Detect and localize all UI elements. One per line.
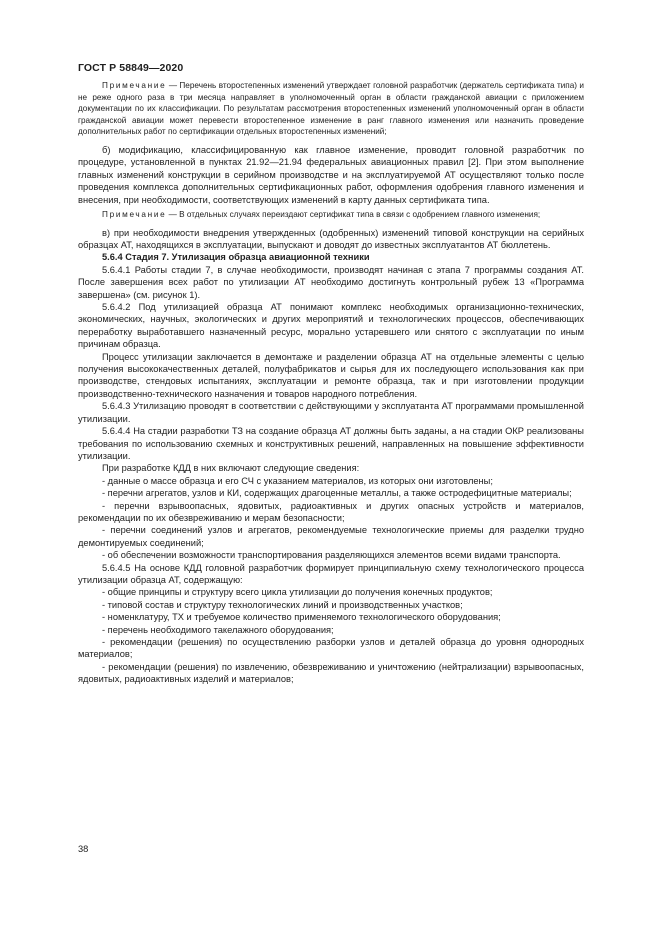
list-item: - общие принципы и структуру всего цикла утилизации до получения конечных продуктов; [102, 587, 493, 598]
page-number: 38 [78, 844, 89, 854]
list-item: - номенклатуру, ТХ и требуемое количество применяемого технологического оборудования; [102, 612, 501, 623]
paragraph-5-6-4-5: 5.6.4.5 На основе КДД головной разработчик формирует принципиальную схему технологического процесса утилизации образца АТ, содержащую: [78, 562, 584, 585]
list-item: - об обеспечении возможности транспортирования разделяющихся элементов всеми видами транспорта. [102, 550, 561, 561]
paragraph-process: Процесс утилизации заключается в демонтаже и разделении образца АТ на отдельные элементы с целью получения высококачественных деталей, полуфабрикатов и сырья для их последующего использования как при производстве, стендовых испытаниях, эксплуатации и ремонте образца, так и при изготовлении продукции производственно-технического назначения и товаров народного потребления. [78, 351, 584, 399]
list-item: - перечни взрывоопасных, ядовитых, радиоактивных и других опасных устройств и материалов, рекомендации по их обезвреживанию и мерам безопасности; [78, 500, 584, 523]
document-code: ГОСТ Р 58849—2020 [78, 62, 184, 74]
paragraph-5-6-4-1: 5.6.4.1 Работы стадии 7, в случае необходимости, производят начиная с этапа 7 программы создания АТ. После завершения всех работ по утилизации АТ необходимо достигнуть контрольный рубеж 13 «Программа завершена» (см. рисунок 1). [78, 264, 584, 300]
note-label: Примечание [102, 210, 167, 219]
paragraph-5-6-4-4: 5.6.4.4 На стадии разработки ТЗ на создание образца АТ должны быть заданы, а на стадии ОКР реализованы требования по использованию схемных и конструктивных решений, направленных на повышение эффективности утилизации. [78, 426, 584, 461]
list-item: - рекомендации (решения) по извлечению, обезвреживанию и уничтожению (нейтрализации) взрывоопасных, ядовитых, радиоактивных изделий и материалов; [78, 661, 584, 685]
list-item: - рекомендации (решения) по осуществлению разборки узлов и деталей образца до уровня однородных материалов; [78, 637, 584, 660]
paragraph-5-6-4-3: 5.6.4.3 Утилизацию проводят в соответствии с действующими у эксплуатанта АТ программами промышленной утилизации. [78, 401, 584, 424]
section-heading-5-6-4: 5.6.4 Стадия 7. Утилизация образца авиационной техники [102, 252, 370, 263]
page-content [78, 80, 584, 686]
note-text: — Перечень второстепенных изменений утверждает головной разработчик (держатель сертификата типа) и не реже одного раза в три месяца направляет в уполномоченный орган в области гражданской авиации с приложением документации по их классификации. По результатам рассмотрения второстепенных изменений уполномоченный орган в области гражданской авиации может перевести второстепенное изменение в ранг главного изменения или назначить проведение дополнительных работ по сертификации отдельных второстепенных изменений; [78, 81, 584, 137]
list-item: - перечни соединений узлов и агрегатов, рекомендуемые технологические приемы для разделки трудно демонтируемых соединений; [78, 525, 584, 548]
note-label: Примечание [102, 81, 167, 90]
note-type-certificate [78, 209, 584, 221]
paragraph-kdd-intro: При разработке КДД в них включают следующие сведения: [102, 463, 360, 474]
list-item: - перечень необходимого такелажного оборудования; [102, 624, 334, 635]
paragraph-v: в) при необходимости внедрения утвержденных (одобренных) изменений типовой конструкции на серийных образцах АТ, находящихся в эксплуатации, выпускают и доводят до известных эксплуатантов АТ бюллетень. [78, 227, 584, 250]
list-item: - типовой состав и структуру технологических линий и производственных участков; [102, 599, 463, 610]
paragraph-5-6-4-2: 5.6.4.2 Под утилизацией образца АТ понимают комплекс необходимых организационно-технических, экономических, научных, экологических и других мероприятий и технологических процессов, обеспечивающих переработку выработавшего назначенный ресурс, морально устаревшего или снятого с эксплуатации по иным причинам образца. [78, 302, 584, 350]
list-item: - данные о массе образца и его СЧ с указанием материалов, из которых они изготовлены; [102, 475, 493, 486]
paragraph-b: б) модификацию, классифицированную как главное изменение, проводит головной разработчик по процедуре, установленной в пунктах 21.92—21.94 федеральных авиационных правил [2]. При этом выполнение главных изменений конструкции в серийном производстве и на эксплуатируемой АТ осуществляют только после проведения комплекса дополнительных сертификационных работ, оформления одобрения главного изменения и внесения, при необходимости, соответствующих изменений в карту данных сертификата типа. [78, 144, 584, 205]
note-text: — В отдельных случаях переиздают сертификат типа в связи с одобрением главного изменения; [166, 210, 541, 219]
note-minor-changes [78, 80, 584, 138]
list-item: - перечни агрегатов, узлов и КИ, содержащих драгоценные металлы, а также остродефицитные материалы; [102, 488, 572, 499]
